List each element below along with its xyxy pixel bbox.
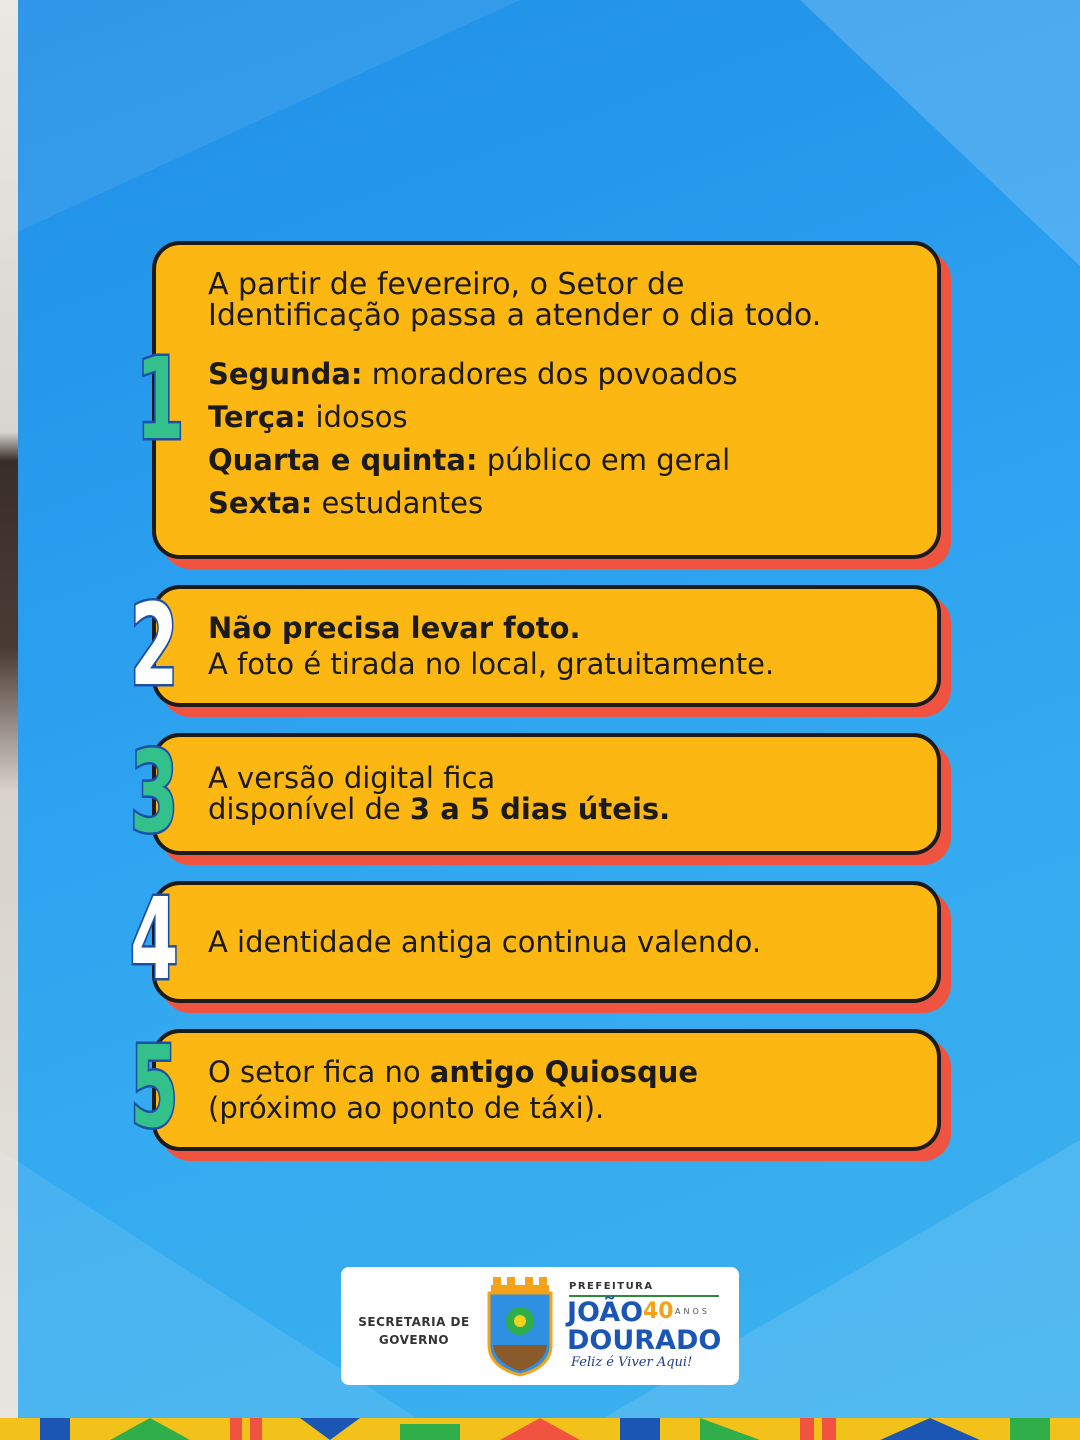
item-number-3: 3 — [130, 728, 179, 858]
schedule-audience: estudantes — [321, 486, 484, 520]
card-content — [208, 1029, 921, 1151]
schedule-row — [208, 353, 921, 396]
schedule-audience: idosos — [315, 400, 408, 434]
footer-logo-panel — [341, 1267, 739, 1385]
schedule-day: Sexta: — [208, 486, 313, 520]
card-5-line1-text: O setor fica no — [208, 1055, 430, 1089]
info-card-3 — [152, 733, 941, 855]
card-content — [208, 733, 921, 855]
prefeitura-label: PREFEITURA — [569, 1281, 654, 1292]
decorative-bottom-band — [0, 1418, 1080, 1440]
card-1-intro-line1: A partir de fevereiro, o Setor de — [208, 267, 685, 302]
card-3-line2-bold: 3 a 5 dias úteis. — [409, 792, 671, 826]
item-number-1: 1 — [136, 335, 185, 465]
card-2-bold — [208, 610, 921, 646]
card-3-line2-text: disponível de — [208, 792, 410, 826]
item-number-5: 5 — [130, 1023, 179, 1153]
schedule-audience: moradores dos povoados — [371, 357, 738, 391]
background-facet — [0, 0, 520, 240]
card-content — [208, 241, 921, 559]
schedule-row — [208, 439, 921, 482]
slogan: Feliz é Viver Aqui! — [571, 1355, 693, 1370]
municipal-crest-icon — [485, 1275, 555, 1377]
card-content — [208, 881, 921, 1003]
info-card-2 — [152, 585, 941, 707]
card-4-text: A identidade antiga continua valendo. — [208, 925, 762, 959]
card-2-headline: Não precisa levar foto. — [208, 611, 581, 645]
card-content — [208, 585, 921, 707]
info-card-5 — [152, 1029, 941, 1151]
info-card-4 — [152, 881, 941, 1003]
card-3-line2 — [208, 794, 921, 825]
secretaria-label: SECRETARIA DE GOVERNO — [358, 1315, 470, 1347]
schedule-audience: público em geral — [486, 443, 731, 477]
card-5-line1 — [208, 1054, 921, 1090]
anniversary-number: 40 — [643, 1299, 674, 1324]
schedule-day: Segunda: — [208, 357, 363, 391]
card-2-text: A foto é tirada no local, gratuitamente. — [208, 647, 775, 681]
item-number-4: 4 — [130, 875, 179, 1005]
schedule-row — [208, 482, 921, 525]
card-5-line2: (próximo ao ponto de táxi). — [208, 1091, 605, 1125]
card-1-intro-line2: Identificação passa a atender o dia todo. — [208, 298, 822, 333]
schedule-day: Terça: — [208, 400, 307, 434]
item-number-2: 2 — [130, 581, 179, 711]
schedule-row — [208, 396, 921, 439]
card-1-intro — [208, 269, 921, 331]
city-name-line1: JOÃO — [567, 1297, 644, 1328]
info-card-1 — [152, 241, 941, 559]
card-5-line1-bold: antigo Quiosque — [429, 1055, 699, 1089]
anos-label: ANOS — [675, 1307, 710, 1316]
schedule-day: Quarta e quinta: — [208, 443, 478, 477]
city-name-line2: DOURADO — [567, 1325, 722, 1356]
card-3-line1: A versão digital fica — [208, 761, 496, 795]
